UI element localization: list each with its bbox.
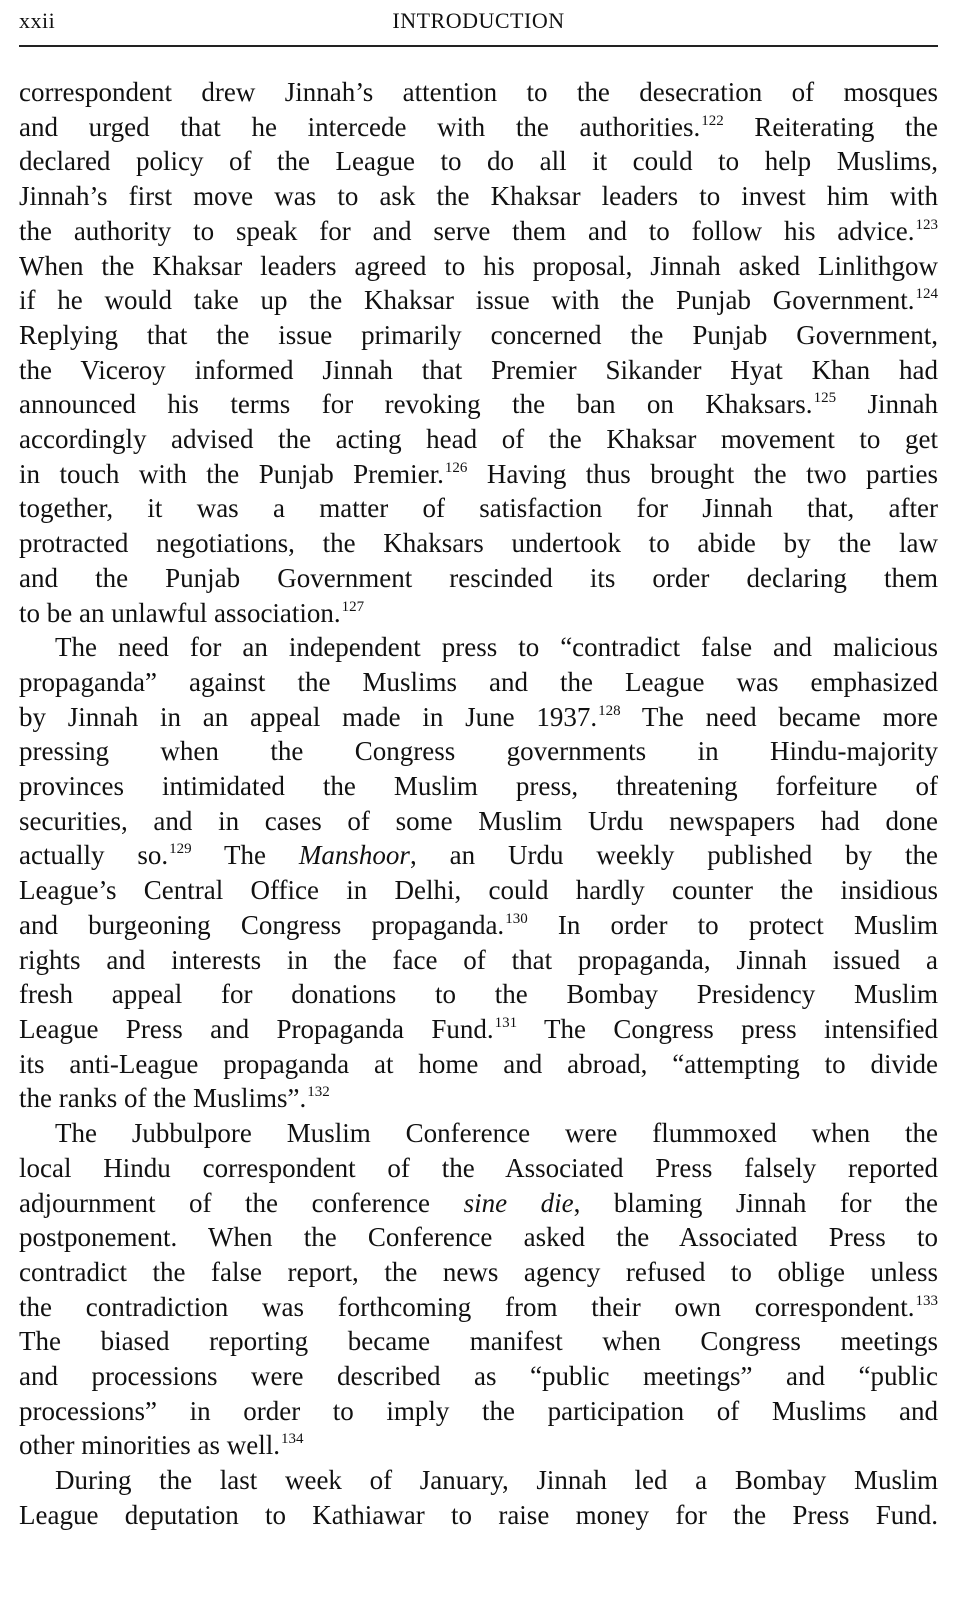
text-run: , an Urdu weekly published by the — [409, 840, 938, 871]
text-run: the Viceroy informed Jinnah that Premier Sikander Hyat Khan had — [19, 354, 938, 385]
text-line — [19, 283, 938, 318]
text-line — [19, 144, 938, 179]
text-run: pressing when the Congress governments in Hindu-majority — [19, 736, 938, 767]
footnote-ref: 125 — [813, 390, 837, 407]
text-run: provinces intimidated the Muslim press, threatening forfeiture of — [19, 771, 938, 802]
text-run: When the Khaksar leaders agreed to his proposal, Jinnah asked Linlithgow — [19, 250, 938, 281]
text-line — [19, 457, 938, 492]
text-line — [19, 1324, 938, 1359]
footnote-ref: 130 — [505, 910, 528, 927]
text-run: The — [191, 840, 299, 871]
text-line — [19, 214, 938, 249]
text-run: In order to protect Muslim — [527, 909, 938, 940]
text-line — [19, 1116, 938, 1151]
text-line — [19, 873, 938, 908]
text-line — [19, 75, 938, 110]
footnote-ref: 129 — [169, 841, 192, 858]
paragraph — [19, 630, 938, 1116]
text-run: The need for an independent press to “contradict false and malicious — [55, 632, 938, 663]
running-head — [19, 0, 938, 50]
text-run: The Congress press intensified — [517, 1013, 938, 1044]
text-run: League’s Central Office in Delhi, could hardly counter the insidious — [19, 875, 938, 906]
footnote-ref: 127 — [341, 598, 365, 615]
text-run: The biased reporting became manifest when Congress meetings — [19, 1326, 938, 1357]
italic-term: Manshoor — [298, 840, 410, 871]
text-run: the authority to speak for and serve them and to follow his advice. — [19, 215, 915, 246]
text-line — [19, 1394, 938, 1429]
text-run: accordingly advised the acting head of the Khaksar movement to get — [19, 424, 938, 455]
text-run: propaganda” against the Muslims and the League was emphasized — [19, 666, 938, 697]
text-run: actually so. — [19, 840, 169, 871]
text-line — [19, 734, 938, 769]
text-line — [19, 353, 938, 388]
text-run: correspondent drew Jinnah’s attention to the desecration of mosques — [19, 77, 938, 107]
italic-term: sine die — [463, 1187, 574, 1218]
text-line — [19, 630, 938, 665]
text-line — [19, 387, 938, 422]
text-line — [19, 1047, 938, 1082]
text-line — [19, 1151, 938, 1186]
text-line — [19, 700, 938, 735]
text-run: Reiterating the — [723, 111, 938, 142]
text-run: if he would take up the Khaksar issue with the Punjab Government. — [19, 285, 915, 316]
text-run: its anti-League propaganda at home and abroad, “attempting to divide — [19, 1048, 938, 1079]
chapter-title: INTRODUCTION — [392, 8, 565, 33]
text-run: the contradiction was forthcoming from their own correspondent. — [19, 1291, 915, 1322]
text-line — [19, 1428, 938, 1463]
text-line — [19, 804, 938, 839]
text-run: other minorities as well. — [19, 1430, 280, 1461]
text-line — [19, 1463, 938, 1498]
text-run: fresh appeal for donations to the Bombay Presidency Muslim — [19, 979, 938, 1010]
text-line — [19, 1012, 938, 1047]
text-line — [19, 318, 938, 353]
text-run: The need became more — [620, 701, 938, 732]
text-line — [19, 908, 938, 943]
text-run: and the Punjab Government rescinded its order declaring them — [19, 562, 938, 593]
text-run: processions” in order to imply the participation of Muslims and — [19, 1395, 938, 1426]
text-line — [19, 249, 938, 284]
text-line — [19, 179, 938, 214]
page-number: xxii — [19, 8, 56, 33]
footnote-ref: 122 — [701, 112, 724, 129]
text-line — [19, 1290, 938, 1325]
text-run: protracted negotiations, the Khaksars undertook to abide by the law — [19, 528, 938, 559]
text-run: League deputation to Kathiawar to raise money for the Press Fund. — [19, 1499, 938, 1530]
text-run: announced his terms for revoking the ban on Khaksars. — [19, 389, 813, 420]
text-run: During the last week of January, Jinnah led a Bombay Muslim — [55, 1465, 938, 1496]
text-line — [19, 561, 938, 596]
footnote-ref: 131 — [494, 1014, 518, 1031]
text-run: declared policy of the League to do all it could to help Muslims, — [19, 146, 938, 177]
text-run: League Press and Propaganda Fund. — [19, 1013, 494, 1044]
body-text — [19, 75, 938, 1533]
text-line — [19, 1220, 938, 1255]
text-run: by Jinnah in an appeal made in June 1937. — [19, 701, 598, 732]
text-run: rights and interests in the face of that propaganda, Jinnah issued a — [19, 944, 938, 975]
text-line — [19, 422, 938, 457]
text-run: Having thus brought the two parties — [467, 458, 938, 489]
text-line — [19, 596, 938, 631]
text-line — [19, 526, 938, 561]
text-line — [19, 1255, 938, 1290]
text-run: and burgeoning Congress propaganda. — [19, 909, 505, 940]
text-run: and processions were described as “public meetings” and “public — [19, 1361, 938, 1392]
text-run: Jinnah’s first move was to ask the Khaksar leaders to invest him with — [19, 181, 938, 212]
footnote-ref: 132 — [307, 1084, 330, 1101]
text-line — [19, 838, 938, 873]
text-run: contradict the false report, the news agency refused to oblige unless — [19, 1256, 938, 1287]
text-line — [19, 1359, 938, 1394]
text-line — [19, 1186, 938, 1221]
footnote-ref: 133 — [915, 1292, 938, 1309]
header-rule — [19, 45, 938, 47]
footnote-ref: 124 — [915, 286, 938, 303]
text-run: together, it was a matter of satisfaction for Jinnah that, after — [19, 493, 938, 524]
paragraph — [19, 1463, 938, 1532]
text-run: and urged that he intercede with the authorities. — [19, 111, 701, 142]
footnote-ref: 123 — [915, 216, 938, 233]
text-run: , blaming Jinnah for the — [573, 1187, 938, 1218]
text-line — [19, 977, 938, 1012]
text-run: in touch with the Punjab Premier. — [19, 458, 444, 489]
footnote-ref: 134 — [280, 1431, 304, 1448]
text-line — [19, 110, 938, 145]
paragraph — [19, 1116, 938, 1463]
text-run: the ranks of the Muslims”. — [19, 1083, 307, 1114]
text-run: The Jubbulpore Muslim Conference were flummoxed when the — [55, 1118, 938, 1149]
footnote-ref: 126 — [444, 459, 468, 476]
text-run: Replying that the issue primarily concerned the Punjab Government, — [19, 319, 938, 350]
text-line — [19, 1498, 938, 1533]
text-run: adjournment of the conference — [19, 1187, 464, 1218]
text-line — [19, 665, 938, 700]
paragraph — [19, 75, 938, 630]
footnote-ref: 128 — [598, 702, 621, 719]
text-run: Jinnah — [836, 389, 938, 420]
text-line — [19, 1081, 938, 1116]
text-line — [19, 491, 938, 526]
text-line — [19, 769, 938, 804]
text-run: postponement. When the Conference asked the Associated Press to — [19, 1222, 938, 1253]
text-line — [19, 943, 938, 978]
text-run: to be an unlawful association. — [19, 597, 341, 628]
text-run: securities, and in cases of some Muslim Urdu newspapers had done — [19, 805, 938, 836]
text-run: local Hindu correspondent of the Associated Press falsely reported — [19, 1152, 938, 1183]
